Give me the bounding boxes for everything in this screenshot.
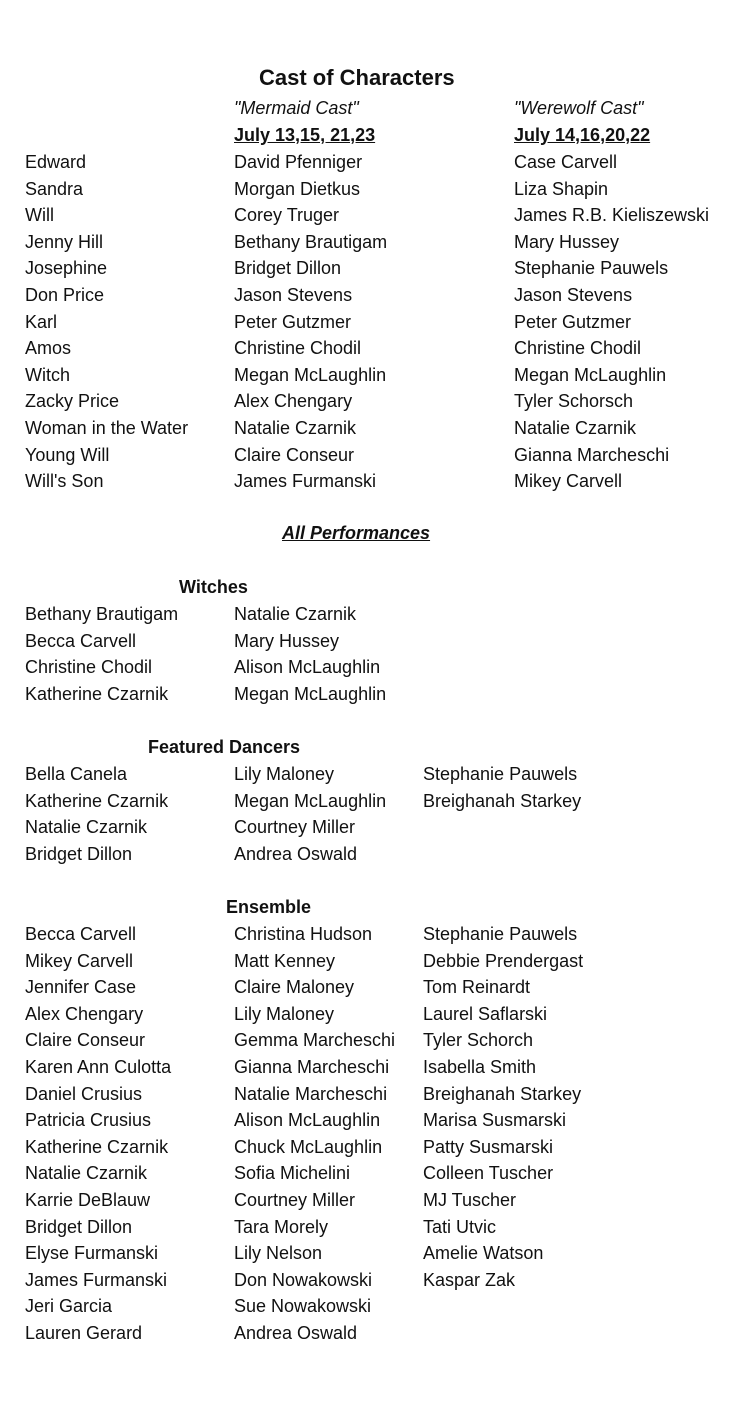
werewolf-actor: Peter Gutzmer [514,312,632,332]
ensemble-name: Sue Nowakowski [234,1296,372,1316]
ensemble-name: Marisa Susmarski [423,1110,567,1130]
mermaid-actor: Bridget Dillon [234,258,342,278]
role-name: Young Will [25,445,110,465]
mermaid-cast-label: "Mermaid Cast" [234,98,359,118]
dancer-name: Breighanah Starkey [423,791,582,811]
ensemble-name: Natalie Marcheschi [234,1084,388,1104]
ensemble-name: Alison McLaughlin [234,1110,381,1130]
mermaid-actor: Morgan Dietkus [234,179,361,199]
ensemble-name: Karen Ann Culotta [25,1057,172,1077]
ensemble-name: Chuck McLaughlin [234,1137,383,1157]
mermaid-actor: James Furmanski [234,471,377,491]
ensemble-name: Claire Maloney [234,977,355,997]
werewolf-actor: Mikey Carvell [514,471,623,491]
ensemble-name: Lily Maloney [234,1004,335,1024]
ensemble-name: Patty Susmarski [423,1137,554,1157]
ensemble-name: Tara Morely [234,1217,329,1237]
ensemble-name: Lily Nelson [234,1243,323,1263]
ensemble-name: Tyler Schorch [423,1030,534,1050]
role-name: Sandra [25,179,84,199]
dancer-name: Andrea Oswald [234,844,358,864]
mermaid-actor: Claire Conseur [234,445,355,465]
ensemble-name: Karrie DeBlauw [25,1190,151,1210]
ensemble-name: Colleen Tuscher [423,1163,554,1183]
witch-name: Bethany Brautigam [25,604,179,624]
werewolf-actor: Natalie Czarnik [514,418,637,438]
ensemble-name: Matt Kenney [234,951,336,971]
ensemble-name: Bridget Dillon [25,1217,133,1237]
mermaid-actor: Alex Chengary [234,391,353,411]
werewolf-actor: Stephanie Pauwels [514,258,669,278]
ensemble-name: Isabella Smith [423,1057,537,1077]
ensemble-name: Amelie Watson [423,1243,544,1263]
role-name: Will [25,205,54,225]
ensemble-name: Alex Chengary [25,1004,144,1024]
role-name: Zacky Price [25,391,120,411]
werewolf-cast-label: "Werewolf Cast" [514,98,644,118]
witch-name: Becca Carvell [25,631,137,651]
role-name: Karl [25,312,58,332]
ensemble-name: Daniel Crusius [25,1084,143,1104]
werewolf-cast-dates: July 14,16,20,22 [514,125,651,145]
ensemble-name: Becca Carvell [25,924,137,944]
mermaid-cast-dates: July 13,15, 21,23 [234,125,376,145]
ensemble-name: Kaspar Zak [423,1270,516,1290]
werewolf-actor: Tyler Schorsch [514,391,634,411]
dancer-name: Courtney Miller [234,817,356,837]
dancer-name: Lily Maloney [234,764,335,784]
ensemble-name: Mikey Carvell [25,951,134,971]
witch-name: Christine Chodil [25,657,153,677]
role-name: Jenny Hill [25,232,104,252]
mermaid-actor: Bethany Brautigam [234,232,388,252]
witch-name: Alison McLaughlin [234,657,381,677]
mermaid-actor: David Pfenniger [234,152,363,172]
ensemble-name: Jeri Garcia [25,1296,113,1316]
mermaid-actor: Christine Chodil [234,338,362,358]
ensemble-name: Don Nowakowski [234,1270,373,1290]
dancer-name: Bella Canela [25,764,128,784]
role-name: Witch [25,365,70,385]
ensemble-name: Claire Conseur [25,1030,146,1050]
werewolf-actor: Megan McLaughlin [514,365,667,385]
all-performances-heading: All Performances [282,523,431,543]
ensemble-name: Andrea Oswald [234,1323,358,1343]
dancer-name: Megan McLaughlin [234,791,387,811]
role-name: Don Price [25,285,105,305]
witch-name: Megan McLaughlin [234,684,387,704]
werewolf-actor: Christine Chodil [514,338,642,358]
mermaid-actor: Peter Gutzmer [234,312,352,332]
ensemble-name: Jennifer Case [25,977,137,997]
role-name: Will's Son [25,471,104,491]
ensemble-name: Tati Utvic [423,1217,497,1237]
role-name: Woman in the Water [25,418,189,438]
witch-name: Katherine Czarnik [25,684,169,704]
ensemble-name: Natalie Czarnik [25,1163,148,1183]
ensemble-name: Gemma Marcheschi [234,1030,396,1050]
ensemble-name: James Furmanski [25,1270,168,1290]
werewolf-actor: Liza Shapin [514,179,609,199]
ensemble-name: Sofia Michelini [234,1163,351,1183]
mermaid-actor: Natalie Czarnik [234,418,357,438]
role-name: Amos [25,338,72,358]
witch-name: Mary Hussey [234,631,340,651]
role-name: Josephine [25,258,108,278]
mermaid-actor: Jason Stevens [234,285,353,305]
mermaid-actor: Corey Truger [234,205,340,225]
page-title: Cast of Characters [259,65,455,90]
dancer-name: Stephanie Pauwels [423,764,578,784]
ensemble-name: Debbie Prendergast [423,951,584,971]
ensemble-name: Katherine Czarnik [25,1137,169,1157]
witches-heading: Witches [179,577,248,597]
ensemble-name: Tom Reinardt [423,977,531,997]
role-name: Edward [25,152,87,172]
ensemble-name: Courtney Miller [234,1190,356,1210]
dancer-name: Bridget Dillon [25,844,133,864]
witch-name: Natalie Czarnik [234,604,357,624]
ensemble-heading: Ensemble [226,897,312,917]
ensemble-name: Elyse Furmanski [25,1243,159,1263]
werewolf-actor: Mary Hussey [514,232,620,252]
ensemble-name: Lauren Gerard [25,1323,143,1343]
ensemble-name: Laurel Saflarski [423,1004,548,1024]
dancer-name: Natalie Czarnik [25,817,148,837]
ensemble-name: Breighanah Starkey [423,1084,582,1104]
mermaid-actor: Megan McLaughlin [234,365,387,385]
ensemble-name: Patricia Crusius [25,1110,152,1130]
ensemble-name: Christina Hudson [234,924,373,944]
featured-dancers-heading: Featured Dancers [148,737,301,757]
ensemble-name: Stephanie Pauwels [423,924,578,944]
ensemble-name: MJ Tuscher [423,1190,517,1210]
ensemble-name: Gianna Marcheschi [234,1057,390,1077]
werewolf-actor: Jason Stevens [514,285,633,305]
werewolf-actor: Gianna Marcheschi [514,445,670,465]
dancer-name: Katherine Czarnik [25,791,169,811]
werewolf-actor: Case Carvell [514,152,618,172]
werewolf-actor: James R.B. Kieliszewski [514,205,710,225]
